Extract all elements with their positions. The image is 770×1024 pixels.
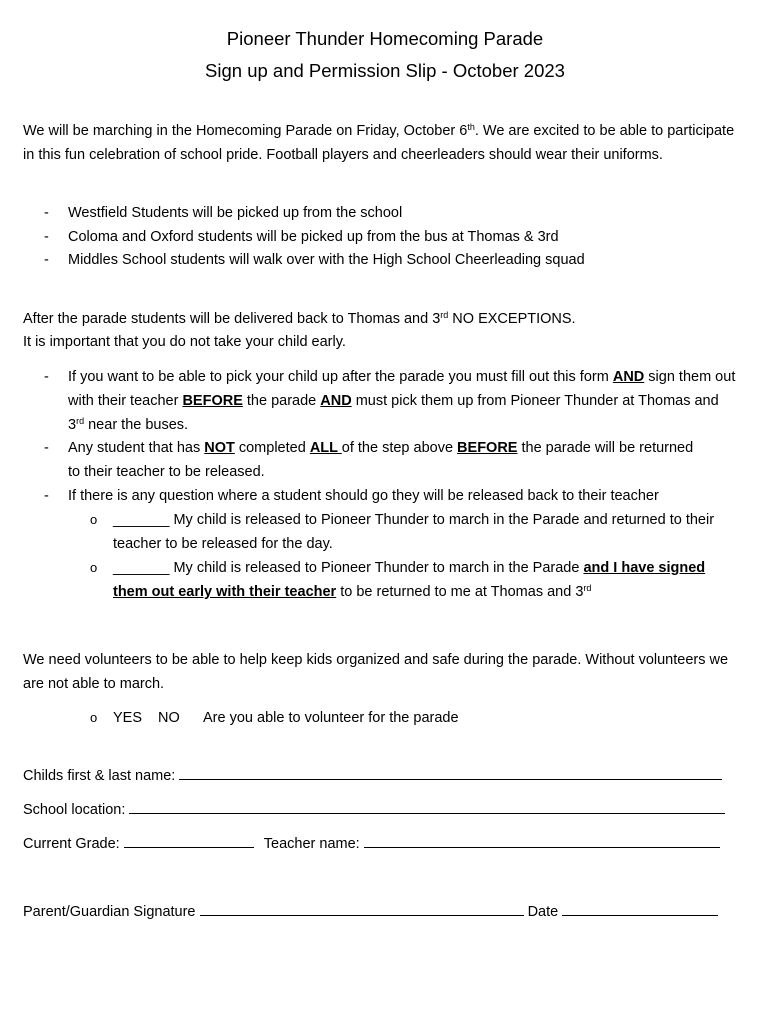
page-subtitle: Sign up and Permission Slip - October 2023 — [205, 60, 565, 81]
signature-label: Parent/Guardian Signature — [23, 904, 196, 920]
rule-item-2 — [68, 436, 708, 484]
option-sup: rd — [583, 583, 592, 593]
circle-bullet-icon: o — [90, 560, 98, 575]
list-dash: - — [44, 252, 49, 268]
after-sup: rd — [440, 310, 449, 320]
rule-emphasis: BEFORE — [457, 440, 518, 456]
list-dash: - — [44, 369, 49, 385]
rule-text: If you want to be able to pick your child up after the parade you must fill out this form — [68, 369, 613, 385]
rule-emphasis: AND — [320, 393, 352, 409]
circle-bullet-icon: o — [90, 710, 98, 725]
rule-text: near the buses. — [84, 417, 189, 433]
teacher-name-input[interactable] — [364, 833, 720, 848]
date-label: Date — [527, 904, 559, 920]
option-text: to be returned to me at Thomas and 3 — [336, 584, 584, 600]
after-text-a: After the parade students will be delivered back to Thomas and 3 — [23, 311, 441, 327]
list-item: Coloma and Oxford students will be picked up from the bus at Thomas & 3rd — [68, 229, 559, 245]
rule-emphasis: ALL — [309, 440, 342, 456]
intro-sup: th — [467, 122, 475, 132]
rule-text: completed — [234, 440, 310, 456]
option-1[interactable]: _______ My child is released to Pioneer Thunder to march in the Parade and returned to their teacher to be released for the day. — [113, 512, 715, 552]
rule-emphasis: AND — [612, 369, 645, 385]
teacher-name-label: Teacher name: — [263, 836, 360, 852]
rule-text: Any student that has — [68, 440, 205, 456]
rule-item-3: If there is any question where a student should go they will be released back to their teacher — [68, 488, 659, 504]
volunteer-no[interactable]: NO — [158, 710, 180, 726]
intro-paragraph — [23, 119, 748, 167]
rule-item-1 — [68, 365, 738, 437]
rule-emphasis: BEFORE — [182, 393, 243, 409]
rule-text: must pick them up from Pioneer Thunder at Thomas and 3 — [68, 393, 719, 433]
list-dash: - — [44, 440, 49, 456]
date-input[interactable] — [562, 901, 718, 916]
option-2[interactable] — [113, 556, 723, 604]
page-title: Pioneer Thunder Homecoming Parade — [226, 28, 544, 49]
after-line-1 — [23, 307, 576, 331]
rule-text: sign them out with their teacher — [68, 369, 736, 409]
list-dash: - — [44, 205, 49, 221]
after-text-b: NO EXCEPTIONS. — [448, 311, 576, 327]
circle-bullet-icon: o — [90, 512, 98, 527]
rule-text: the parade will be returned to their teacher to be released. — [68, 440, 694, 480]
intro-text-b: . We are excited to be able to participate in this fun celebration of school pride. Football players and cheerleaders should wear their uniforms. — [23, 123, 735, 163]
signature-field — [23, 900, 718, 924]
rule-text: the parade — [242, 393, 321, 409]
grade-teacher-field — [23, 832, 720, 856]
school-location-input[interactable] — [129, 799, 725, 814]
option-text: _______ My child is released to Pioneer Thunder to march in the Parade — [113, 560, 584, 576]
list-item: Westfield Students will be picked up from the school — [68, 205, 403, 221]
child-name-field — [23, 764, 722, 788]
rule-text: of the step above — [341, 440, 458, 456]
option-emphasis: and I have signed them out early with their teacher — [113, 560, 706, 600]
intro-text-a: We will be marching in the Homecoming Parade on Friday, October 6 — [23, 123, 468, 139]
signature-input[interactable] — [200, 901, 524, 916]
list-dash: - — [44, 229, 49, 245]
volunteer-paragraph: We need volunteers to be able to help keep kids organized and safe during the parade. Without volunteers we are not able to march. — [23, 652, 729, 692]
current-grade-label: Current Grade: — [23, 836, 120, 852]
rule-sup: rd — [76, 416, 85, 426]
volunteer-question: Are you able to volunteer for the parade — [203, 710, 459, 726]
list-dash: - — [44, 488, 49, 504]
child-name-label: Childs first & last name: — [23, 768, 176, 784]
school-location-label: School location: — [23, 802, 126, 818]
after-line-2: It is important that you do not take your child early. — [23, 334, 346, 350]
current-grade-input[interactable] — [124, 833, 254, 848]
rule-emphasis: NOT — [204, 440, 235, 456]
list-item: Middles School students will walk over with the High School Cheerleading squad — [68, 252, 585, 268]
school-location-field — [23, 798, 725, 822]
volunteer-yes[interactable]: YES — [113, 710, 143, 726]
child-name-input[interactable] — [179, 765, 722, 780]
